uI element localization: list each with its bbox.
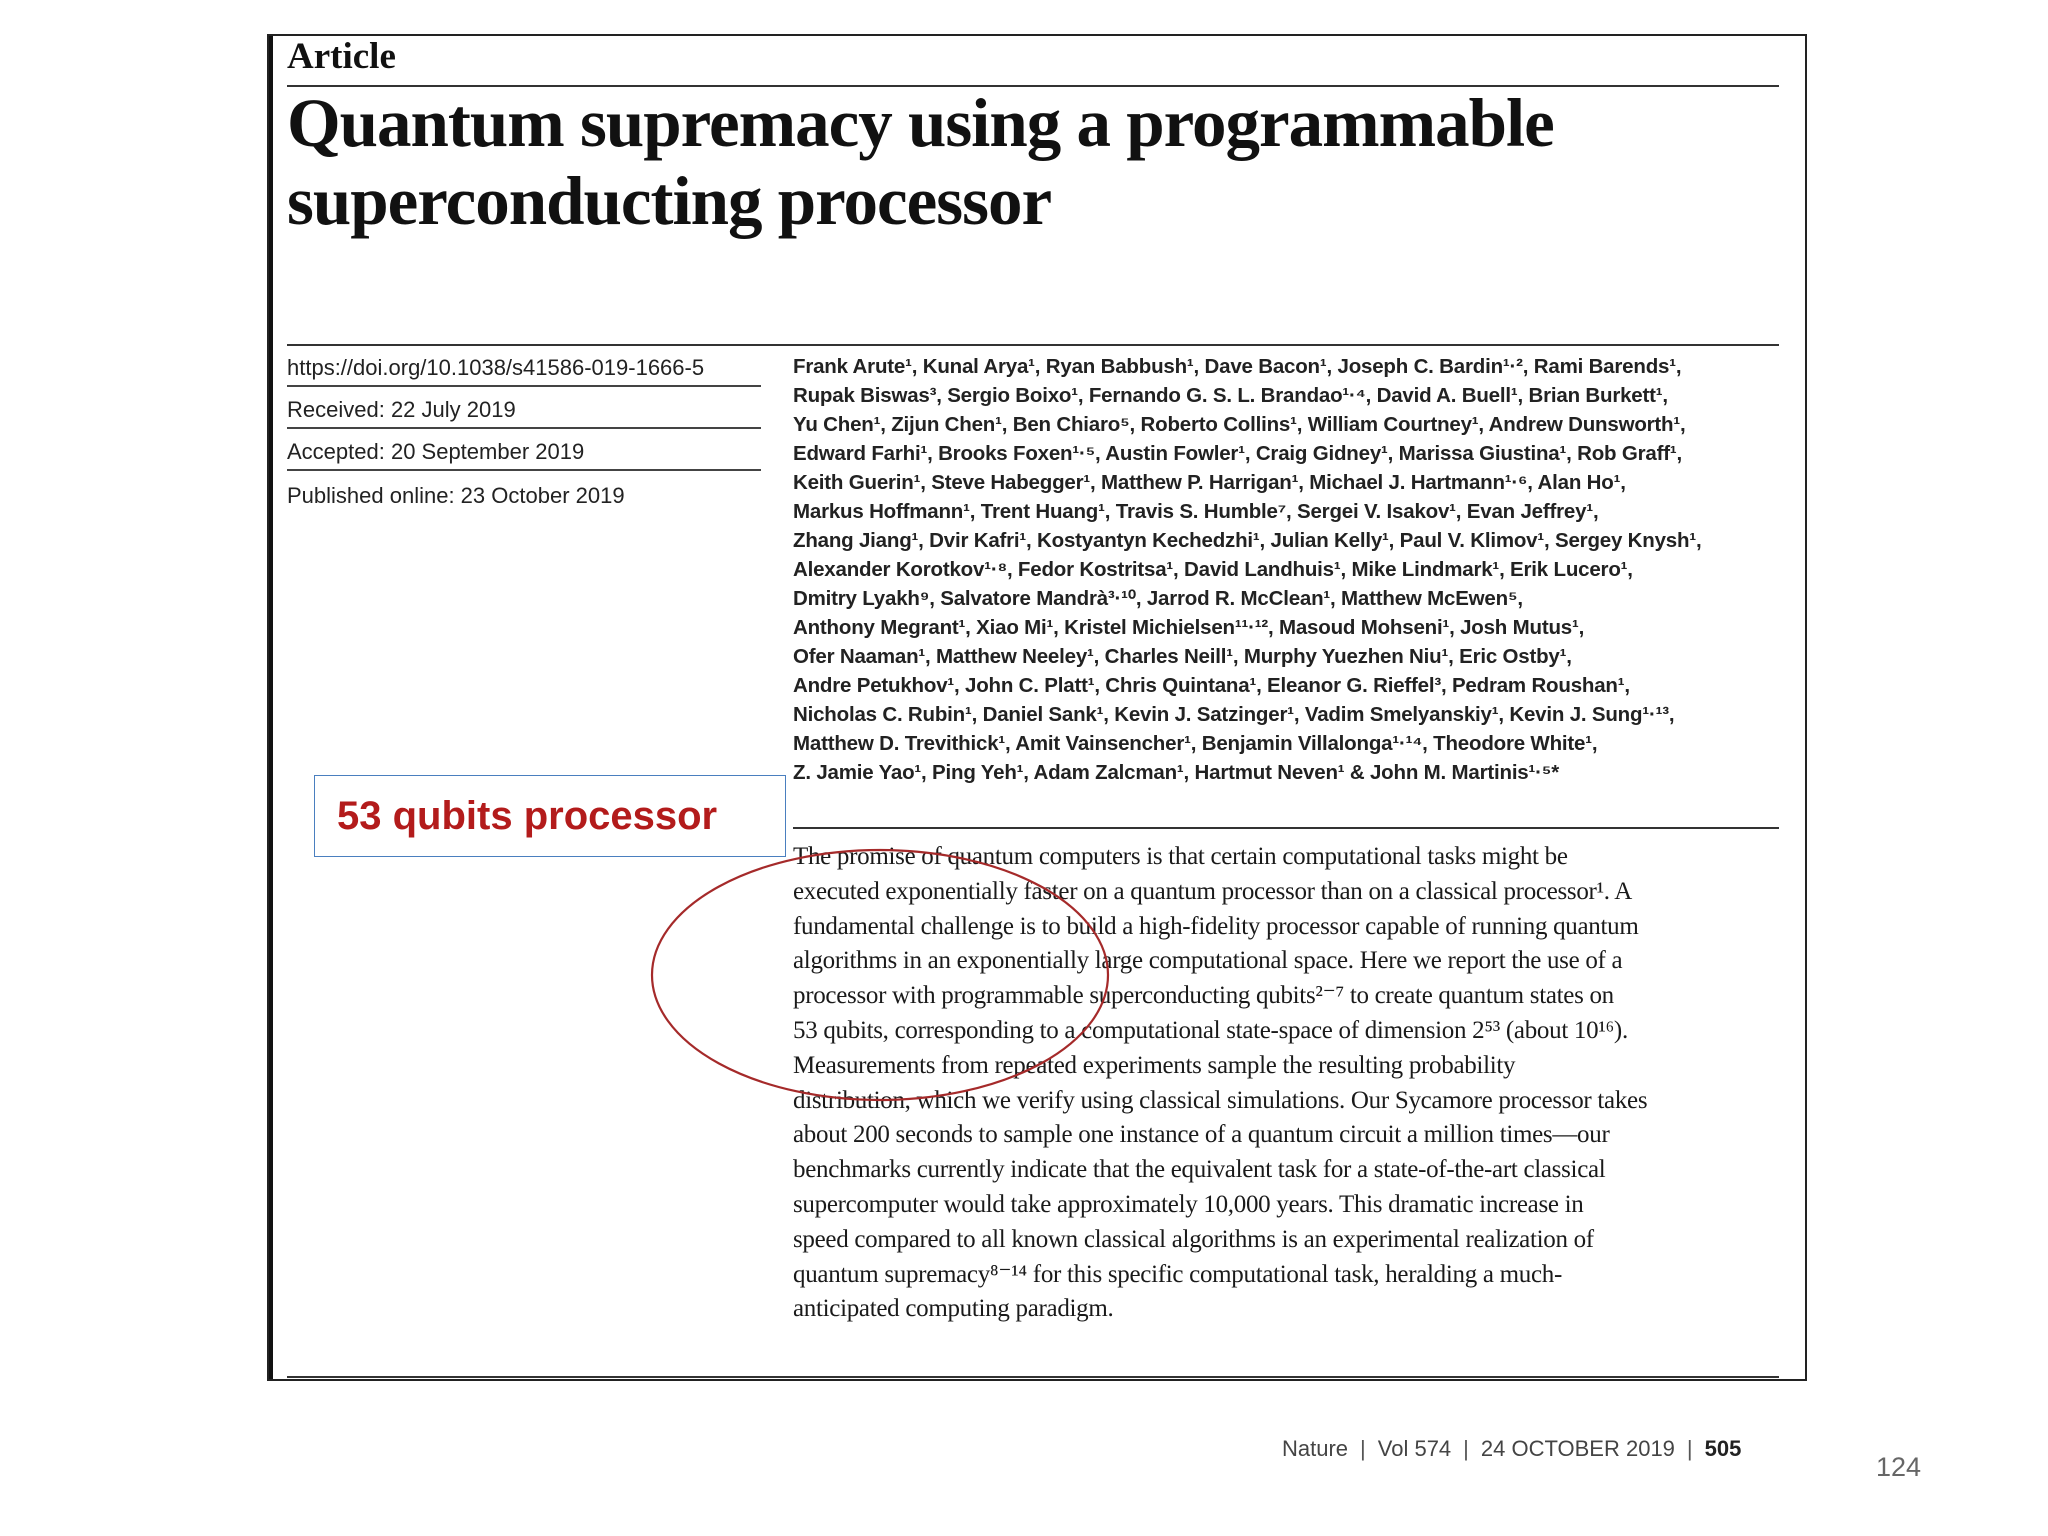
journal-name: Nature	[1282, 1436, 1349, 1461]
author-line: Markus Hoffmann¹, Trent Huang¹, Travis S. Humble⁷, Sergei V. Isakov¹, Evan Jeffrey¹,	[793, 500, 1599, 523]
callout-label: 53 qubits processor	[337, 793, 718, 838]
abstract-line: anticipated computing paradigm.	[793, 1295, 1114, 1323]
author-line: Yu Chen¹, Zijun Chen¹, Ben Chiaro⁵, Roberto Collins¹, William Courtney¹, Andrew Dunsworth¹,	[793, 413, 1686, 436]
author-line: Keith Guerin¹, Steve Habegger¹, Matthew P. Harrigan¹, Michael J. Hartmann¹·⁶, Alan Ho¹,	[793, 471, 1626, 494]
section-label: Article	[287, 36, 396, 77]
author-line: Matthew D. Trevithick¹, Amit Vainsencher¹, Benjamin Villalonga¹·¹⁴, Theodore White¹,	[793, 732, 1598, 755]
slide-number: 124	[1876, 1452, 1922, 1482]
author-line: Andre Petukhov¹, John C. Platt¹, Chris Quintana¹, Eleanor G. Rieffel³, Pedram Roushan¹,	[793, 674, 1630, 697]
accepted-date: Accepted: 20 September 2019	[287, 439, 585, 464]
meta-divider	[287, 385, 761, 387]
abstract-line: speed compared to all known classical algorithms is an experimental realization of	[793, 1225, 1594, 1253]
abstract-line: benchmarks currently indicate that the equivalent task for a state-of-the-art classical	[793, 1156, 1606, 1184]
journal-date: 24 OCTOBER 2019	[1480, 1436, 1675, 1461]
abstract-divider	[793, 827, 1779, 829]
abstract-line: distribution, which we verify using classical simulations. Our Sycamore processor takes	[793, 1086, 1648, 1114]
footer-separator: |	[1360, 1436, 1366, 1461]
author-line: Z. Jamie Yao¹, Ping Yeh¹, Adam Zalcman¹, Hartmut Neven¹ & John M. Martinis¹·⁵*	[793, 761, 1559, 784]
received-date: Received: 22 July 2019	[287, 397, 516, 422]
article-page	[267, 34, 1807, 1381]
abstract-line: executed exponentially faster on a quantum processor than on a classical processor¹. A	[793, 877, 1633, 905]
author-line: Anthony Megrant¹, Xiao Mi¹, Kristel Michielsen¹¹·¹², Masoud Mohseni¹, Josh Mutus¹,	[793, 616, 1585, 639]
doi-link[interactable]: https://doi.org/10.1038/s41586-019-1666-5	[287, 355, 705, 380]
author-line: Alexander Korotkov¹·⁸, Fedor Kostritsa¹, David Landhuis¹, Mike Lindmark¹, Erik Lucero¹,	[793, 558, 1633, 581]
meta-divider	[287, 427, 761, 429]
author-line: Frank Arute¹, Kunal Arya¹, Ryan Babbush¹, Dave Bacon¹, Joseph C. Bardin¹·², Rami Barends¹,	[793, 355, 1682, 378]
author-line: Nicholas C. Rubin¹, Daniel Sank¹, Kevin J. Satzinger¹, Vadim Smelyanskiy¹, Kevin J. Sung¹·¹³,	[793, 703, 1675, 726]
journal-footer	[1282, 1436, 1741, 1462]
article-title: Quantum supremacy using a programmable superconducting processor	[287, 85, 1554, 239]
qubits-callout	[314, 775, 786, 857]
footer-separator: |	[1686, 1436, 1693, 1461]
author-list	[793, 352, 1793, 787]
abstract-line: quantum supremacy⁸⁻¹⁴ for this specific computational task, heralding a much-	[793, 1260, 1562, 1288]
meta-divider	[287, 469, 761, 471]
published-date: Published online: 23 October 2019	[287, 483, 625, 508]
abstract-line: fundamental challenge is to build a high-fidelity processor capable of running quantum	[793, 912, 1639, 940]
abstract-line: Measurements from repeated experiments sample the resulting probability	[793, 1051, 1516, 1079]
author-line: Edward Farhi¹, Brooks Foxen¹·⁵, Austin Fowler¹, Craig Gidney¹, Marissa Giustina¹, Rob Graff¹,	[793, 442, 1682, 465]
abstract-line: supercomputer would take approximately 10,000 years. This dramatic increase in	[793, 1190, 1584, 1218]
author-line: Dmitry Lyakh⁹, Salvatore Mandrà³·¹⁰, Jarrod R. McClean¹, Matthew McEwen⁵,	[793, 587, 1523, 610]
author-line: Zhang Jiang¹, Dvir Kafri¹, Kostyantyn Kechedzhi¹, Julian Kelly¹, Paul V. Klimov¹, Sergey Knysh¹,	[793, 529, 1702, 552]
footer-separator: |	[1463, 1436, 1469, 1461]
page-number: 505	[1704, 1436, 1742, 1461]
author-line: Rupak Biswas³, Sergio Boixo¹, Fernando G. S. L. Brandao¹·⁴, David A. Buell¹, Brian Burkett¹,	[793, 384, 1668, 407]
abstract-line: about 200 seconds to sample one instance of a quantum circuit a million times—our	[793, 1121, 1610, 1149]
abstract-line: algorithms in an exponentially large computational space. Here we report the use of a	[793, 947, 1623, 975]
abstract-line: 53 qubits, corresponding to a computational state-space of dimension 2⁵³ (about 10¹⁶).	[793, 1016, 1628, 1044]
abstract	[793, 840, 1793, 1327]
journal-volume: Vol 574	[1377, 1436, 1452, 1461]
author-line: Ofer Naaman¹, Matthew Neeley¹, Charles Neill¹, Murphy Yuezhen Niu¹, Eric Ostby¹,	[793, 645, 1572, 668]
page-bottom-rule	[287, 1376, 1779, 1378]
abstract-line: The promise of quantum computers is that certain computational tasks might be	[793, 843, 1568, 870]
metadata-divider	[287, 344, 1779, 346]
abstract-line: processor with programmable superconducting qubits²⁻⁷ to create quantum states on	[793, 982, 1614, 1010]
